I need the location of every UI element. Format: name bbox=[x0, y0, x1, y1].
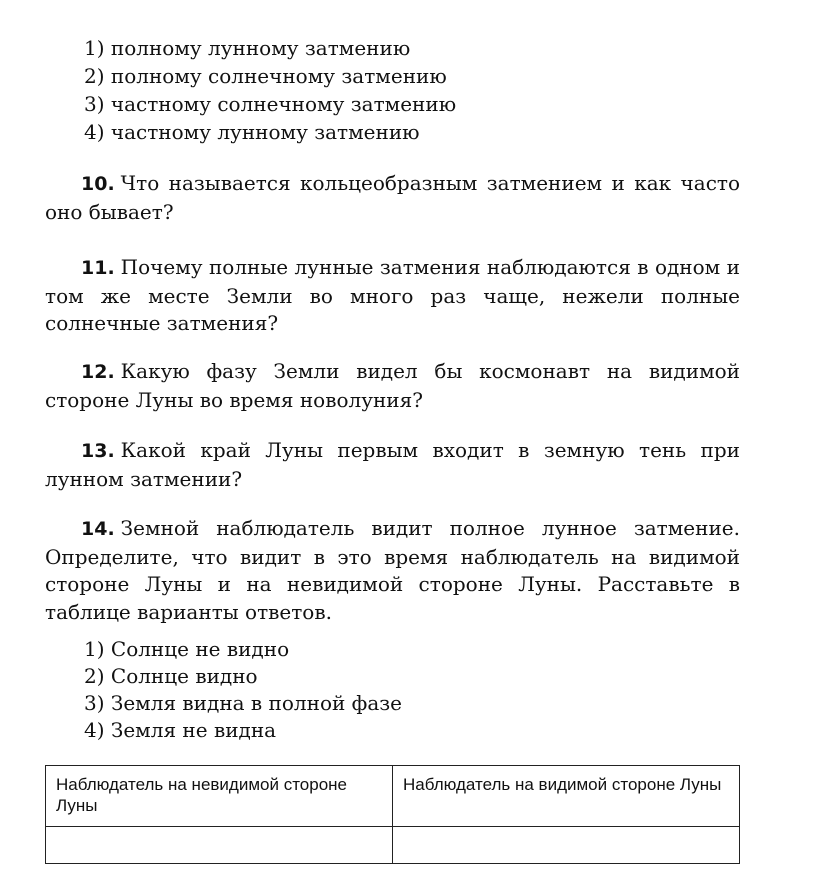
table-header-visible-side: Наблюдатель на видимой стороне Луны bbox=[393, 766, 740, 827]
question-10 bbox=[45, 170, 740, 226]
answer-cell-invisible-side[interactable] bbox=[46, 827, 393, 864]
answer-cell-visible-side[interactable] bbox=[393, 827, 740, 864]
question-text: Земной наблюдатель видит полное лунное затмение. Определите, что видит в это время наблюдатель на видимой стороне Луны и на невидимой стороне Луны. Расставьте в таблице варианты ответов. bbox=[45, 516, 740, 624]
question-text: Какую фазу Земли видел бы космонавт на видимой стороне Луны во время новолуния? bbox=[45, 359, 740, 412]
option-top-2: 2) полному солнечному затмению bbox=[84, 64, 447, 88]
question-11 bbox=[45, 254, 740, 338]
option-bottom-1: 1) Солнце не видно bbox=[84, 637, 290, 661]
option-top-3: 3) частному солнечному затмению bbox=[84, 92, 457, 116]
question-14 bbox=[45, 515, 740, 626]
question-number: 13. bbox=[81, 440, 115, 462]
answer-table bbox=[45, 765, 740, 864]
option-bottom-3: 3) Земля видна в полной фазе bbox=[84, 691, 403, 715]
question-12 bbox=[45, 358, 740, 414]
question-text: Почему полные лунные затмения наблюдаются в одном и том же месте Земли во много раз чаще, нежели полные солнечные затмения? bbox=[45, 255, 740, 335]
option-bottom-2: 2) Солнце видно bbox=[84, 664, 258, 688]
question-text: Что называется кольцеобразным затмением и как часто оно бывает? bbox=[45, 171, 740, 224]
option-top-4: 4) частному лунному затмению bbox=[84, 120, 420, 144]
table-header-invisible-side: Наблюдатель на невидимой стороне Луны bbox=[46, 766, 393, 827]
question-number: 10. bbox=[81, 173, 115, 195]
question-text: Какой край Луны первым входит в земную тень при лунном затмении? bbox=[45, 438, 740, 491]
question-number: 14. bbox=[81, 518, 115, 540]
option-bottom-4: 4) Земля не видна bbox=[84, 718, 277, 742]
question-number: 12. bbox=[81, 361, 115, 383]
option-top-1: 1) полному лунному затмению bbox=[84, 36, 411, 60]
question-number: 11. bbox=[81, 257, 115, 279]
table-answer-row bbox=[46, 827, 740, 864]
table-header-row bbox=[46, 766, 740, 827]
question-13 bbox=[45, 437, 740, 493]
